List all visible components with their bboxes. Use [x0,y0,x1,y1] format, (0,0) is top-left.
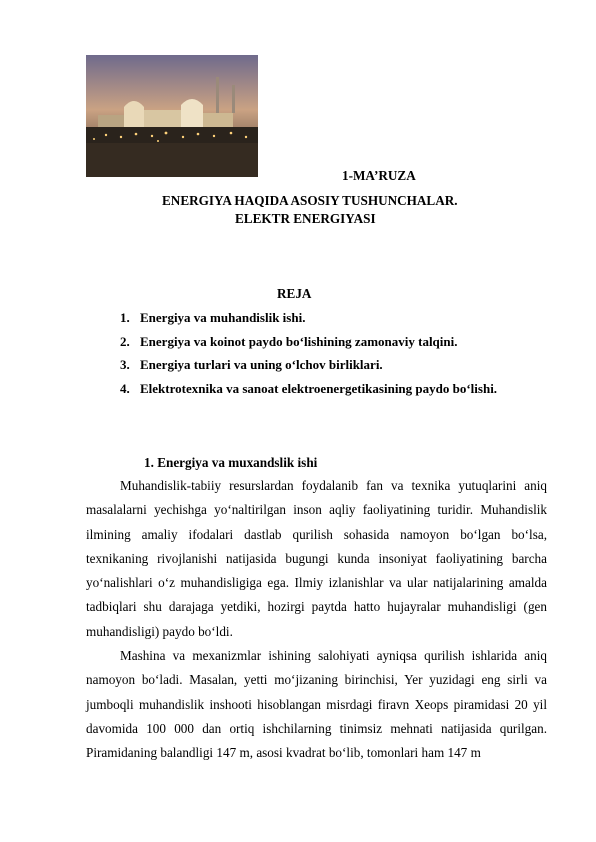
section-heading: 1. Energiya va muxandslik ishi [144,455,318,470]
plan-item-text: Energiya va koinot paydo bo‘lishining zamonaviy talqini. [140,334,458,349]
power-plant-photo [86,55,258,177]
plan-item-text: Elektrotexnika va sanoat elektroenergetikasining paydo bo‘lishi. [140,381,498,396]
plan-heading: REJA [277,286,312,301]
plan-item-text: Energiya turlari va uning o‘lchov birliklari. [140,357,383,372]
plan-item-number: 3. [120,357,130,372]
paragraph-1: Muhandislik-tabiiy resurslardan foydalanib fan va texnika yutuqlarini aniq masalalarni yechishga yo‘naltirilgan inson aqliy faoliyatining turidir. Muhandislik ilmining amaliy ifodalari dastlab qurilish sohasida namoyon bo‘lgan bo‘lsa, texnikaning rivojlanishi natijasida bugungi kunda insoniyat faoliyatining barcha yo‘nalishlari o‘z muhandisligiga ega. Ilmiy izlanishlar va ular natijalarining amalda tadbiqlari shu darajaga yetdiki, hozirgi paytda hatto hujayralar muhandisligi (gen muhandisligi) paydo bo‘ldi. [86,478,547,639]
title-line-2: ELEKTR ENERGIYASI [235,211,376,226]
paragraph-2: Mashina va mexanizmlar ishining salohiyati ayniqsa qurilish ishlarida aniq namoyon bo‘ladi. Masalan, yetti mo‘jizaning birinchisi, Yer yuzidagi eng sirli va jumboqli muhandislik inshooti hisoblangan misrdagi firavn Xeops piramidasi 20 yil davomida 100 000 dan ortiq ishchilarning tinimsiz mehnati natijasida qurilgan. Piramidaning balandligi 147 m, asosi kvadrat bo‘lib, tomonlari ham 147 m [86,648,547,761]
plan-item-number: 2. [120,334,130,349]
plan-item-3 [120,357,383,373]
body-text [86,474,547,766]
plan-item-1 [120,310,305,326]
plan-item-text: Energiya va muhandislik ishi. [140,310,306,325]
plan-item-number: 4. [120,381,130,396]
plan-item-4 [120,381,497,397]
plan-item-number: 1. [120,310,130,325]
lecture-number: 1-MA’RUZA [342,168,416,183]
title-line-1: ENERGIYA HAQIDA ASOSIY TUSHUNCHALAR. [162,193,458,208]
power-plant-illustration [86,55,258,177]
plan-item-2 [120,334,457,350]
